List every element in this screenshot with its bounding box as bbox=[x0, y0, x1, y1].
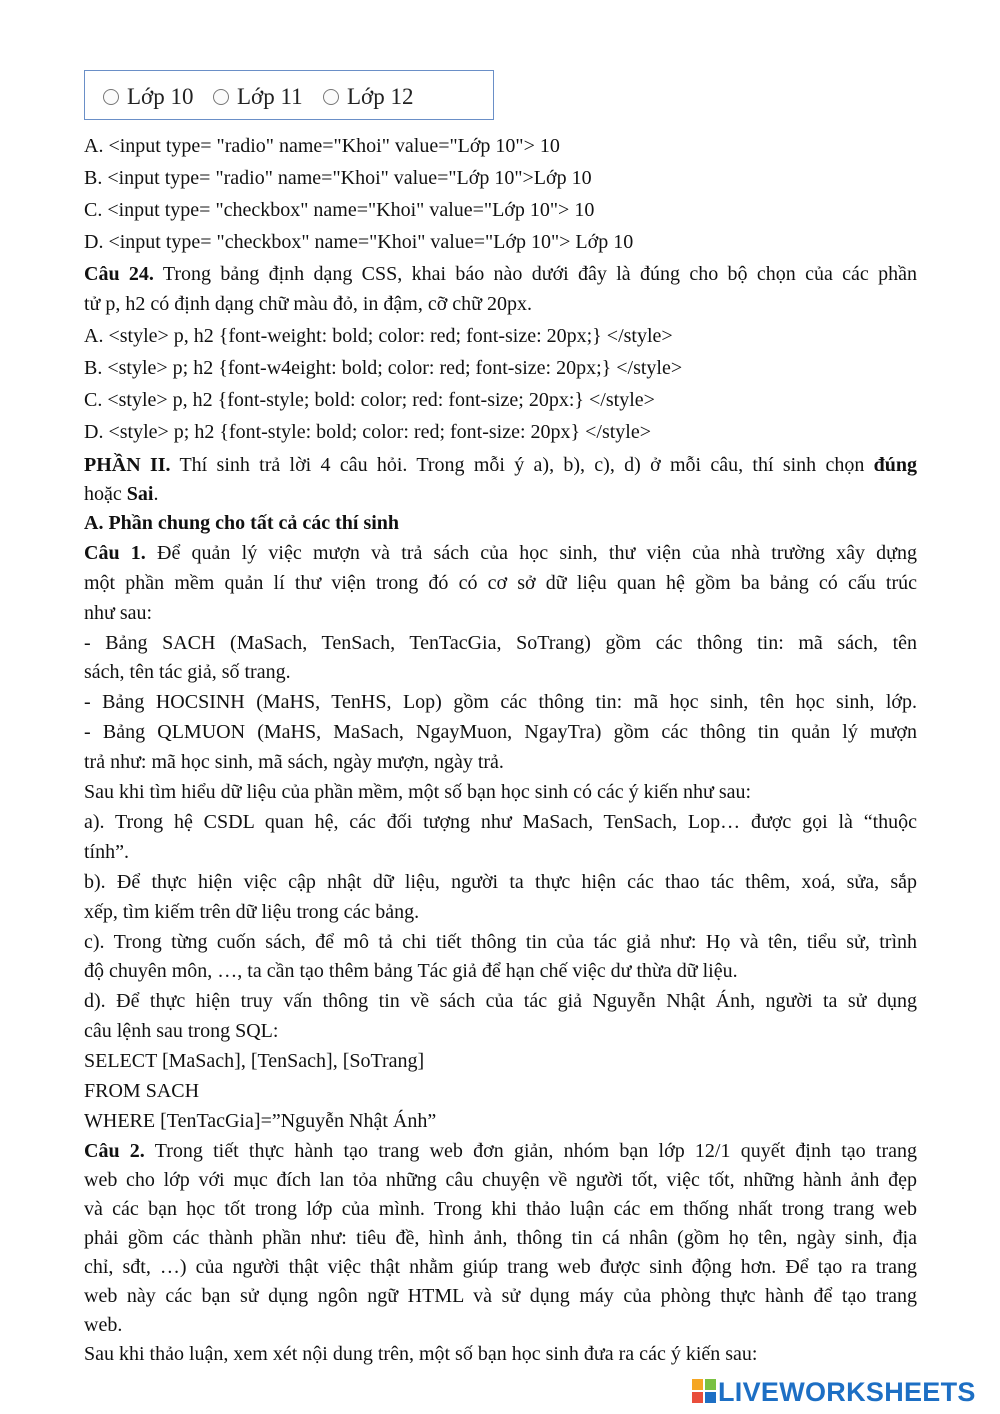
sql-line-select: SELECT [MaSach], [TenSach], [SoTrang] bbox=[84, 1050, 425, 1072]
q24-option-d: D. <style> p; h2 {font-style: bold; color: red; font-size: 20px} </style> bbox=[84, 421, 652, 443]
word-true: đúng bbox=[873, 454, 918, 476]
liveworksheets-watermark bbox=[692, 1376, 992, 1408]
q1-statement-d: d). Để thực hiện truy vấn thông tin về sách của tác giả Nguyễn Nhật Ánh, người ta sử dụng bbox=[84, 990, 917, 1012]
q23-option-a: A. <input type= "radio" name="Khoi" value="Lớp 10"> 10 bbox=[84, 135, 560, 157]
sql-line-from: FROM SACH bbox=[84, 1080, 200, 1102]
q1-statement-a: a). Trong hệ CSDL quan hệ, các đối tượng như MaSach, TenSach, Lop… được gọi là “thuộc bbox=[84, 811, 917, 833]
q2-label: Câu 2. bbox=[84, 1140, 145, 1162]
q2-line: phải gồm các thành phần như: tiêu đề, hình ảnh, thông tin cá nhân (gồm họ tên, ngày sinh, địa bbox=[84, 1227, 917, 1249]
q24-stem-line-2: tử p, h2 có định dạng chữ màu đỏ, in đậm, cỡ chữ 20px. bbox=[84, 293, 533, 315]
q1-line: - Bảng SACH (MaSach, TenSach, TenTacGia, SoTrang) gồm các thông tin: mã sách, tên bbox=[84, 632, 917, 654]
q1-line: - Bảng QLMUON (MaHS, MaSach, NgayMuon, NgayTra) gồm các thông tin quản lý mượn bbox=[84, 721, 917, 743]
q1-line: Sau khi tìm hiểu dữ liệu của phần mềm, một số bạn học sinh có các ý kiến như sau: bbox=[84, 781, 752, 803]
q2-line: web này các bạn sử dụng ngôn ngữ HTML và sử dụng máy của phòng thực hành để tạo trang bbox=[84, 1285, 917, 1307]
sql-line-where: WHERE [TenTacGia]=”Nguyễn Nhật Ánh” bbox=[84, 1110, 437, 1132]
q23-option-b: B. <input type= "radio" name="Khoi" value="Lớp 10">Lớp 10 bbox=[84, 167, 592, 189]
radio-option-lop-10[interactable]: Lớp 10 bbox=[103, 84, 193, 110]
part2-instructions-line-1: PHẦN II. Thí sinh trả lời 4 câu hỏi. Trong mỗi ý a), b), c), d) ở mỗi câu, thí sinh chọn đúng bbox=[84, 454, 918, 476]
q23-option-c: C. <input type= "checkbox" name="Khoi" value="Lớp 10"> 10 bbox=[84, 199, 595, 221]
liveworksheets-logo-text: LIVEWORKSHEETS bbox=[718, 1377, 976, 1407]
q2-line: web cho lớp với mục đích lan tỏa những câu chuyện về người tốt, việc tốt, những hành ảnh đẹp bbox=[84, 1169, 917, 1191]
q1-line: một phần mềm quản lí thư viện trong đó có cơ sở dữ liệu quan hệ gồm ba bảng có cấu trúc bbox=[84, 572, 917, 594]
q1-line: xếp, tìm kiếm trên dữ liệu trong các bảng. bbox=[84, 901, 420, 923]
radio-circle-icon bbox=[103, 89, 119, 105]
radio-circle-icon bbox=[323, 89, 339, 105]
q1-statement-c: c). Trong từng cuốn sách, để mô tả chi tiết thông tin của tác giả như: Họ và tên, tiểu sử, trình bbox=[84, 931, 917, 953]
q1-line: Câu 1. Để quản lý việc mượn và trả sách của học sinh, thư viện của nhà trường xây dựng bbox=[84, 542, 918, 564]
q24-stem-line-1: Câu 24. Trong bảng định dạng CSS, khai báo nào dưới đây là đúng cho bộ chọn của các phần bbox=[84, 263, 917, 285]
part2-label: PHẦN II. bbox=[84, 454, 171, 476]
radio-group-preview bbox=[84, 70, 494, 120]
q1-line: câu lệnh sau trong SQL: bbox=[84, 1020, 279, 1042]
radio-circle-icon bbox=[213, 89, 229, 105]
word-false: Sai bbox=[126, 483, 154, 505]
q1-line: - Bảng HOCSINH (MaHS, TenHS, Lop) gồm các thông tin: mã học sinh, tên học sinh, lớp. bbox=[84, 691, 917, 713]
part2-instructions-line-2: hoặc Sai. bbox=[84, 483, 159, 505]
q2-line: và các bạn học tốt trong lớp của mình. Trong khi thảo luận các em thống nhất trong trang web bbox=[84, 1198, 917, 1220]
radio-option-lop-11[interactable]: Lớp 11 bbox=[213, 84, 303, 110]
liveworksheets-logo-icon bbox=[692, 1379, 716, 1403]
q1-line: tính”. bbox=[84, 841, 129, 863]
q1-line: trả như: mã học sinh, mã sách, ngày mượn, ngày trả. bbox=[84, 751, 504, 773]
q24-option-b: B. <style> p; h2 {font-w4eight: bold; color: red; font-size: 20px;} </style> bbox=[84, 357, 683, 379]
q1-line: sách, tên tác giả, số trang. bbox=[84, 661, 291, 683]
q2-line: Sau khi thảo luận, xem xét nội dung trên, một số bạn học sinh đưa ra các ý kiến sau: bbox=[84, 1343, 758, 1365]
radio-option-lop-12[interactable]: Lớp 12 bbox=[323, 84, 413, 110]
q24-option-a: A. <style> p, h2 {font-weight: bold; color: red; font-size: 20px;} </style> bbox=[84, 325, 673, 347]
q2-line: web. bbox=[84, 1314, 123, 1336]
section-a-heading: A. Phần chung cho tất cả các thí sinh bbox=[84, 512, 400, 534]
q24-label: Câu 24. bbox=[84, 263, 154, 285]
q2-line: Câu 2. Trong tiết thực hành tạo trang web đơn giản, nhóm bạn lớp 12/1 quyết định tạo trang bbox=[84, 1140, 917, 1162]
q24-option-c: C. <style> p, h2 {font-style; bold: color; red: font-size; 20px:} </style> bbox=[84, 389, 655, 411]
q1-label: Câu 1. bbox=[84, 542, 146, 564]
q23-option-d: D. <input type= "checkbox" name="Khoi" value="Lớp 10"> Lớp 10 bbox=[84, 231, 634, 253]
q1-line: độ chuyên môn, …, ta cần tạo thêm bảng Tác giả để hạn chế việc dư thừa dữ liệu. bbox=[84, 960, 738, 982]
q2-line: chỉ, sđt, …) của người thật việc thật nhằm giúp trang web được sinh động hơn. Để tạo ra trang bbox=[84, 1256, 917, 1278]
q1-line: như sau: bbox=[84, 602, 153, 624]
q1-statement-b: b). Để thực hiện việc cập nhật dữ liệu, người ta thực hiện các thao tác thêm, xoá, sửa, sắp bbox=[84, 871, 917, 893]
